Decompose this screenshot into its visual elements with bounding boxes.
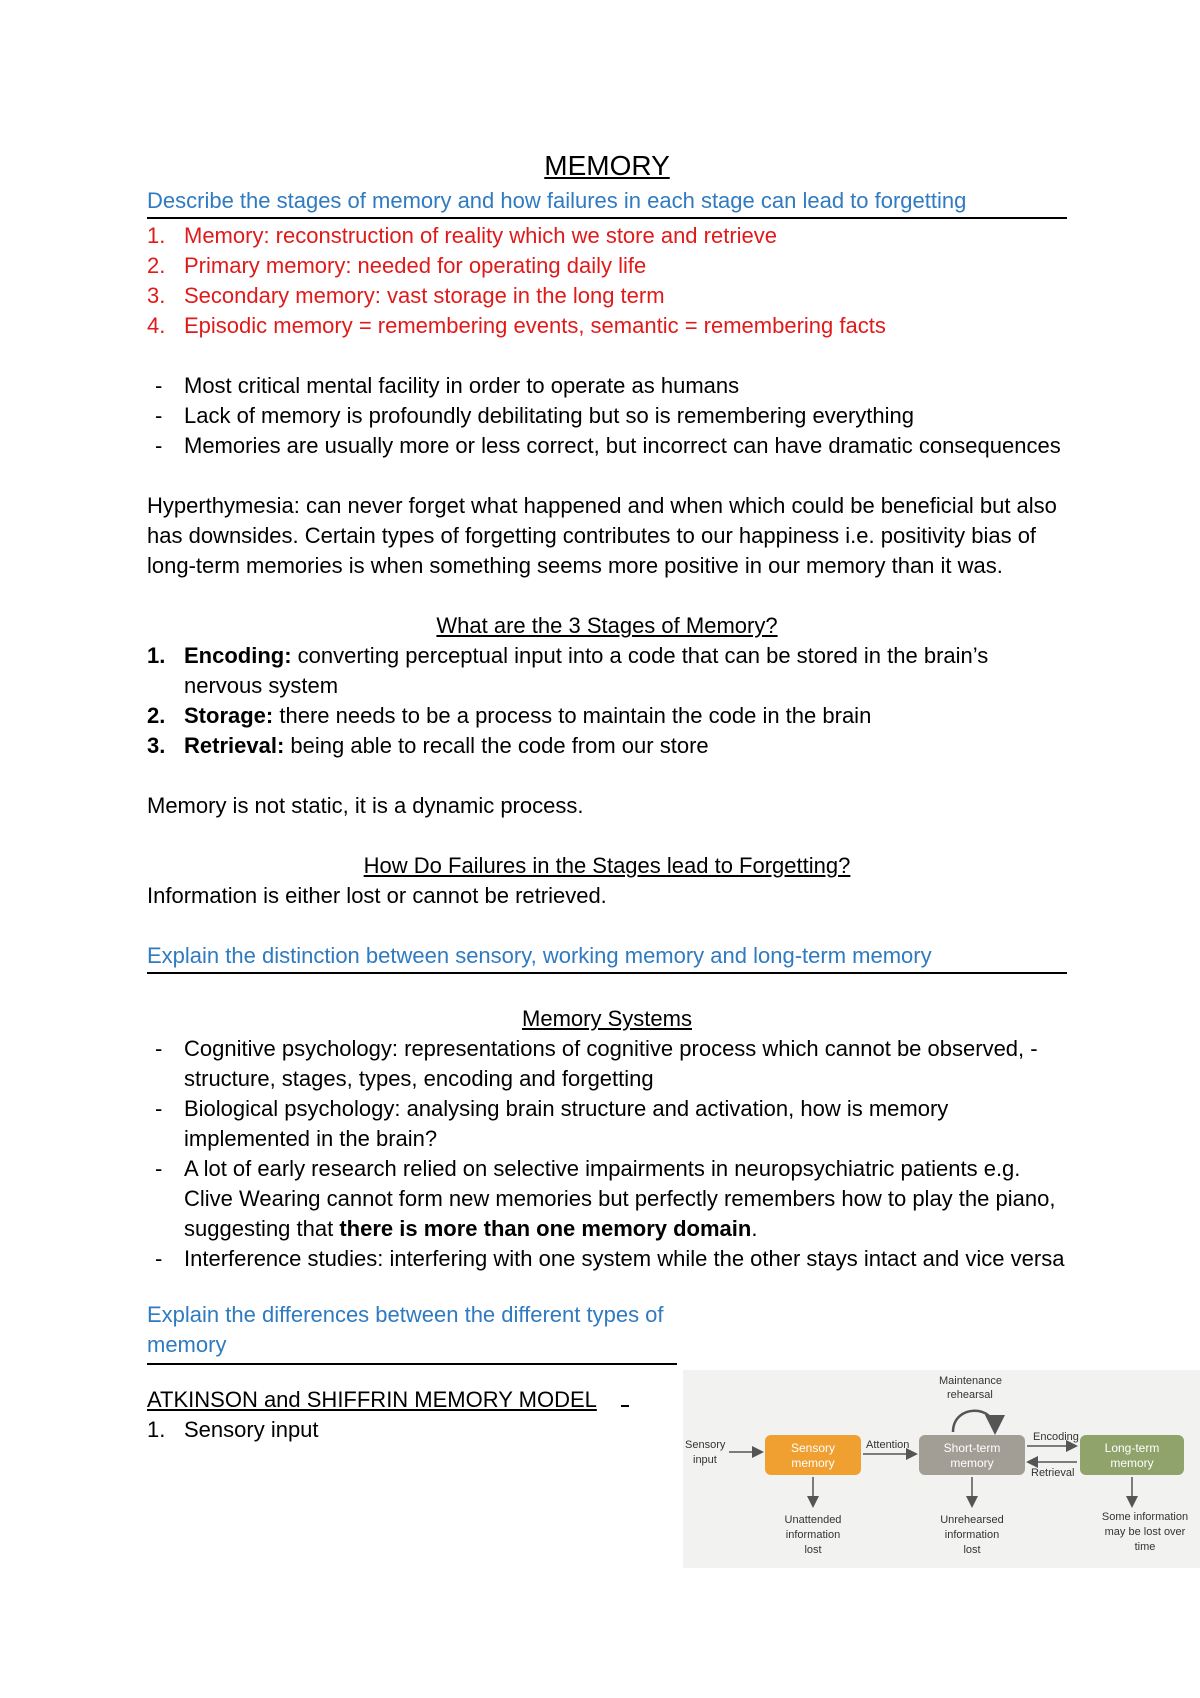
- atkinson-shiffrin-diagram: [683, 1370, 1200, 1568]
- encoding-label: Encoding: [1033, 1431, 1079, 1443]
- some-lost-label: Some information: [1101, 1511, 1189, 1523]
- list-item: - Biological psychology: analysing brain structure and activation, how is memory implemented in the brain?: [155, 1096, 949, 1151]
- section-heading-distinction: Explain the distinction between sensory, working memory and long-term memory: [147, 941, 1067, 974]
- rehearsal-loop-arrow: [953, 1411, 995, 1432]
- bullet-list: [147, 371, 1067, 461]
- definitions-list: [147, 221, 1067, 341]
- sensory-memory-label: memory: [791, 1456, 835, 1470]
- list-item: 3. Secondary memory: vast storage in the long term: [147, 283, 665, 308]
- long-term-memory-label: Long-term: [1104, 1441, 1160, 1455]
- failures-text: Information is either lost or cannot be retrieved.: [147, 883, 607, 908]
- unrehearsed-label: Unrehearsed: [940, 1514, 1004, 1526]
- model-heading: ATKINSON and SHIFFRIN MEMORY MODEL: [147, 1387, 597, 1412]
- systems-bullet-list: [147, 1034, 1067, 1274]
- attention-label: Attention: [866, 1439, 910, 1451]
- retrieval-label: Retrieval: [1031, 1467, 1075, 1479]
- unrehearsed-label: lost: [963, 1544, 981, 1556]
- list-item: - Most critical mental facility in order to operate as humans: [155, 373, 740, 398]
- dynamic-note: Memory is not static, it is a dynamic process.: [147, 793, 584, 818]
- section-heading-stages: Describe the stages of memory and how failures in each stage can lead to forgetting: [147, 186, 1067, 219]
- list-item: 1. Sensory input: [147, 1417, 319, 1442]
- page-title: MEMORY: [544, 150, 670, 181]
- stages-list: [147, 641, 1067, 761]
- list-item: - Lack of memory is profoundly debilitating but so is remembering everything: [155, 403, 915, 428]
- unrehearsed-label: information: [944, 1529, 1000, 1541]
- long-term-memory-label: memory: [1110, 1456, 1154, 1470]
- section-heading-types: Explain the differences between the different types of memory: [147, 1300, 677, 1365]
- document-content: [147, 148, 1067, 1445]
- some-lost-label: time: [1134, 1541, 1156, 1553]
- list-item: 3. Retrieval: being able to recall the code from our store: [147, 733, 709, 758]
- list-item: 1. Encoding: converting perceptual input into a code that can be stored in the brain’s nervous system: [147, 643, 989, 698]
- list-item: 4. Episodic memory = remembering events, semantic = remembering facts: [147, 313, 886, 338]
- list-item: - Cognitive psychology: representations of cognitive process which cannot be observed, - structure, stages, types, encoding and forgetting: [155, 1036, 1038, 1091]
- hyperthymesia-paragraph: Hyperthymesia: can never forget what happened and when which could be beneficial but also has downsides. Certain types of forgetting contributes to our happiness i.e. positivity bias of long-term memories is when something seems more positive in our memory than it was.: [147, 493, 1057, 578]
- unattended-label: information: [785, 1529, 841, 1541]
- unattended-label: lost: [804, 1544, 822, 1556]
- sensory-input-label: input: [693, 1454, 717, 1466]
- maintenance-label: rehearsal: [947, 1389, 993, 1401]
- failures-heading: How Do Failures in the Stages lead to Forgetting?: [363, 853, 851, 878]
- underline-mark: [621, 1387, 629, 1407]
- stages-heading: What are the 3 Stages of Memory?: [436, 613, 778, 638]
- list-item: 2. Storage: there needs to be a process to maintain the code in the brain: [147, 703, 872, 728]
- short-term-memory-label: memory: [950, 1456, 994, 1470]
- list-item: 1. Memory: reconstruction of reality which we store and retrieve: [147, 223, 778, 248]
- sensory-input-label: Sensory: [685, 1439, 726, 1451]
- list-item: - Memories are usually more or less correct, but incorrect can have dramatic consequences: [155, 433, 1061, 458]
- list-item: 2. Primary memory: needed for operating daily life: [147, 253, 647, 278]
- list-item: - Interference studies: interfering with one system while the other stays intact and vice versa: [155, 1246, 1065, 1271]
- some-lost-label: may be lost over: [1104, 1526, 1186, 1538]
- maintenance-label: Maintenance: [939, 1375, 1002, 1387]
- list-item: - A lot of early research relied on selective impairments in neuropsychiatric patients e.g. Clive Wearing cannot form new memories but perfectly remembers how to play the piano, suggesting that there is more than one memory domain.: [155, 1156, 1056, 1241]
- short-term-memory-label: Short-term: [943, 1441, 1001, 1455]
- memory-systems-heading: Memory Systems: [522, 1006, 692, 1031]
- sensory-memory-label: Sensory: [790, 1441, 836, 1455]
- unattended-label: Unattended: [784, 1514, 842, 1526]
